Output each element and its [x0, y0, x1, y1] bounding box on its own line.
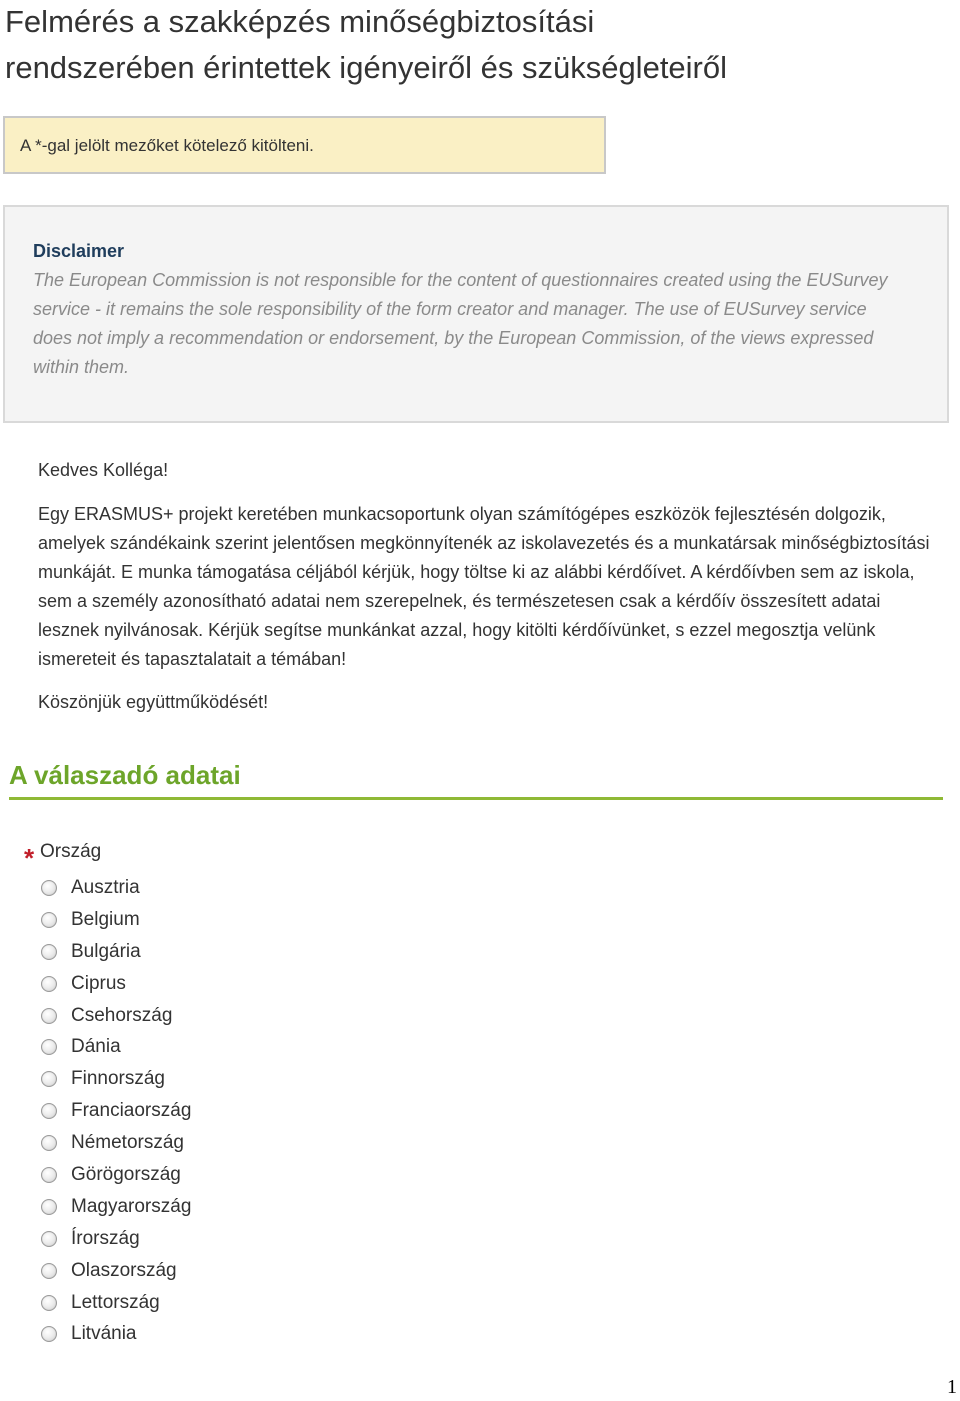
- country-option[interactable]: [41, 968, 624, 1000]
- country-option[interactable]: [41, 1031, 624, 1063]
- intro-greeting: Kedves Kolléga!: [38, 460, 169, 480]
- country-option-label: Németország: [71, 1132, 184, 1154]
- question-label: Ország: [40, 841, 102, 862]
- page-title: [5, 0, 905, 91]
- country-option-label: Franciaország: [71, 1100, 192, 1122]
- question-label-row: [24, 839, 624, 871]
- intro-body: Egy ERASMUS+ projekt keretében munkacsoportunk olyan számítógépes eszközök fejlesztésén dolgozik, amelyek szándékaink szerint jelentősen megkönnyítenék az iskolavezetés és a munkatársak minőségbiztosítási munkáját. E munka támogatása céljából kérjük, hogy töltse ki az alábbi kérdőívet. A kérdőívben sem az iskola, sem a személy azonosítható adatai nem szerepelnek, és természetesen csak a kérdőív összesített adatai lesznek nyilvánosak. Kérjük segítse munkánkat azzal, hogy kitölti kérdőívünket, s ezzel megosztja velünk ismereteit és tapasztalatait a témában!: [38, 504, 930, 669]
- country-option[interactable]: [41, 904, 624, 936]
- section-title: A válaszadó adatai: [9, 760, 241, 790]
- country-option-label: Magyarország: [71, 1195, 192, 1217]
- radio-button[interactable]: [41, 912, 57, 928]
- intro-thanks: Köszönjük együttműködését!: [38, 692, 269, 712]
- country-option[interactable]: [41, 1255, 624, 1287]
- radio-button[interactable]: [41, 976, 57, 992]
- country-option-label: Ciprus: [71, 972, 126, 994]
- country-option-label: Ausztria: [71, 876, 140, 898]
- country-option-label: Belgium: [71, 908, 140, 930]
- required-fields-note: A *-gal jelölt mezőket kötelező kitölteni.: [3, 116, 606, 174]
- radio-button[interactable]: [41, 1039, 57, 1055]
- radio-button[interactable]: [41, 1199, 57, 1215]
- country-option-label: Olaszország: [71, 1259, 177, 1281]
- country-option[interactable]: [41, 1318, 624, 1350]
- radio-button[interactable]: [41, 1103, 57, 1119]
- country-option-label: Dánia: [71, 1036, 121, 1058]
- country-option-label: Finnország: [71, 1068, 165, 1090]
- radio-button[interactable]: [41, 1008, 57, 1024]
- country-option[interactable]: [41, 872, 624, 904]
- country-option-label: Írország: [71, 1227, 140, 1249]
- radio-button[interactable]: [41, 944, 57, 960]
- radio-button[interactable]: [41, 1167, 57, 1183]
- disclaimer-title: Disclaimer: [33, 241, 125, 261]
- radio-button[interactable]: [41, 1326, 57, 1342]
- country-option-label: Görögország: [71, 1163, 181, 1185]
- radio-button[interactable]: [41, 880, 57, 896]
- country-option-label: Csehország: [71, 1004, 173, 1026]
- country-radio-group: [24, 872, 624, 1350]
- country-option[interactable]: [41, 1159, 624, 1191]
- country-option[interactable]: [41, 1287, 624, 1319]
- country-option[interactable]: [41, 1223, 624, 1255]
- country-option[interactable]: [41, 936, 624, 968]
- country-option-label: Bulgária: [71, 940, 141, 962]
- country-option[interactable]: [41, 1063, 624, 1095]
- country-option[interactable]: [41, 1191, 624, 1223]
- radio-button[interactable]: [41, 1295, 57, 1311]
- page-title-line-2: rendszerében érintettek igényeiről és szükségleteiről: [5, 50, 728, 85]
- disclaimer-box: [3, 205, 949, 423]
- country-question: [24, 839, 624, 1350]
- page-title-line-1: Felmérés a szakképzés minőségbiztosítási: [5, 4, 595, 39]
- intro-text: [38, 456, 938, 717]
- disclaimer-text: The European Commission is not responsible for the content of questionnaires created using the EUSurvey service - it remains the sole responsibility of the form creator and manager. The use of EUSurvey service does not imply a recommendation or endorsement, by the European Commission, of the views expressed within them.: [33, 270, 888, 377]
- radio-button[interactable]: [41, 1071, 57, 1087]
- country-option-label: Lettország: [71, 1291, 160, 1313]
- radio-button[interactable]: [41, 1263, 57, 1279]
- section-divider: [9, 797, 943, 800]
- country-option[interactable]: [41, 1127, 624, 1159]
- required-asterisk: *: [24, 843, 35, 873]
- country-option-label: Litvánia: [71, 1323, 137, 1345]
- page-number: 1: [947, 1376, 957, 1398]
- country-option[interactable]: [41, 1000, 624, 1032]
- country-option[interactable]: [41, 1095, 624, 1127]
- radio-button[interactable]: [41, 1135, 57, 1151]
- radio-button[interactable]: [41, 1231, 57, 1247]
